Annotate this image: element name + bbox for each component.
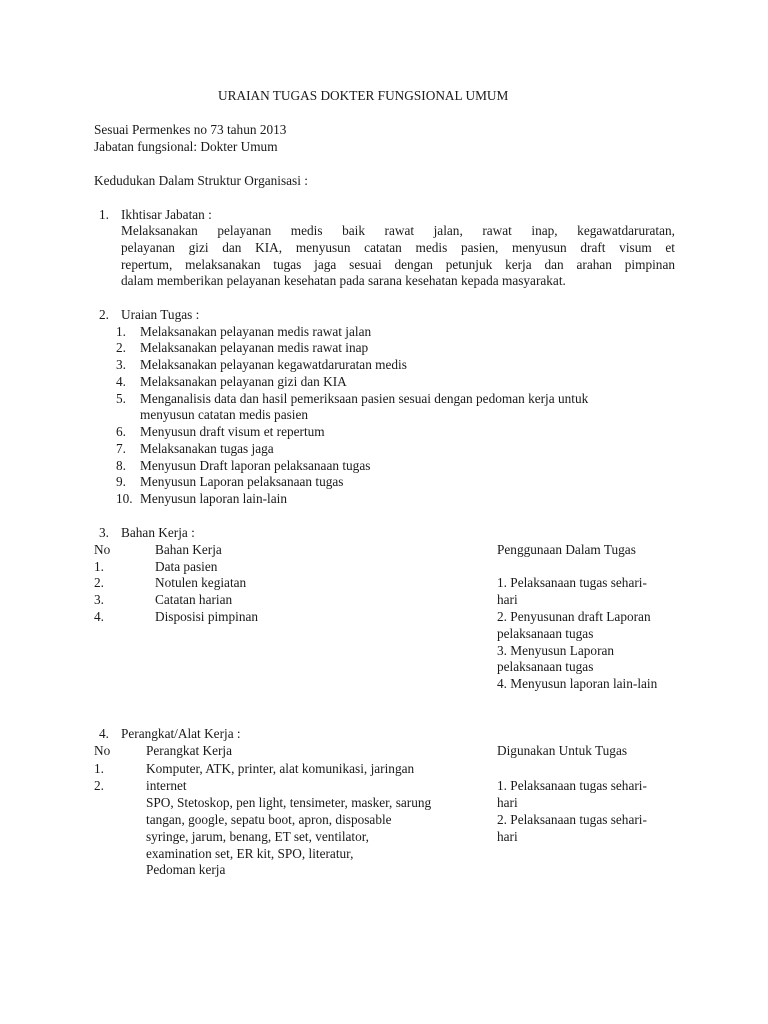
- paragraph-line: pelayanan gizi dan KIA, menyusun catatan medis pasien, menyusun draft visum et: [121, 239, 675, 255]
- paragraph-line: repertum, melaksanakan tugas jaga sesuai dengan petunjuk kerja dan arahan pimpinan: [121, 256, 675, 272]
- column-header-digunakan: Digunakan Untuk Tugas: [497, 743, 628, 758]
- paragraph-line: dalam memberikan pelayanan kesehatan pada sarana kesehatan kepada masyarakat.: [121, 273, 566, 289]
- task-text: Menyusun laporan lain-lain: [140, 491, 287, 506]
- usage-line: pelaksanaan tugas: [497, 659, 594, 674]
- task-text-continuation: menyusun catatan medis pasien: [140, 407, 309, 422]
- task-text: Melaksanakan tugas jaga: [140, 441, 274, 456]
- task-number: 8.: [116, 458, 126, 473]
- usage-line: hari: [497, 829, 518, 844]
- material-name: Data pasien: [155, 559, 218, 574]
- row-number: 2.: [94, 778, 104, 793]
- column-header-perangkat-kerja: Perangkat Kerja: [146, 743, 233, 758]
- row-number: 2.: [94, 575, 104, 590]
- task-number: 2.: [116, 340, 126, 355]
- task-number: 5.: [116, 391, 126, 406]
- equipment-line: Pedoman kerja: [146, 862, 226, 877]
- section-2-heading: Uraian Tugas :: [121, 307, 200, 322]
- task-number: 7.: [116, 441, 126, 456]
- row-number: 1.: [94, 761, 104, 776]
- regulation-line: Sesuai Permenkes no 73 tahun 2013: [94, 122, 287, 137]
- organization-position-line: Kedudukan Dalam Struktur Organisasi :: [94, 173, 308, 188]
- task-number: 6.: [116, 424, 126, 439]
- section-1-number: 1.: [99, 207, 109, 222]
- column-header-bahan-kerja: Bahan Kerja: [155, 542, 222, 557]
- task-text: Menyusun Laporan pelaksanaan tugas: [140, 474, 344, 489]
- equipment-line: examination set, ER kit, SPO, literatur,: [146, 846, 354, 861]
- task-number: 4.: [116, 374, 126, 389]
- row-number: 4.: [94, 609, 104, 624]
- usage-line: 3. Menyusun Laporan: [497, 643, 615, 658]
- section-1-heading: Ikhtisar Jabatan :: [121, 207, 212, 222]
- task-text: Melaksanakan pelayanan medis rawat inap: [140, 340, 369, 355]
- section-2-number: 2.: [99, 307, 109, 322]
- position-line: Jabatan fungsional: Dokter Umum: [94, 139, 278, 154]
- task-number: 3.: [116, 357, 126, 372]
- task-number: 1.: [116, 324, 126, 339]
- row-number: 3.: [94, 592, 104, 607]
- task-number: 9.: [116, 474, 126, 489]
- equipment-line: tangan, google, sepatu boot, apron, disposable: [146, 812, 392, 827]
- section-3-heading: Bahan Kerja :: [121, 525, 195, 540]
- column-header-no: No: [94, 542, 111, 557]
- material-name: Disposisi pimpinan: [155, 609, 259, 624]
- row-number: 1.: [94, 559, 104, 574]
- usage-line: hari: [497, 795, 518, 810]
- column-header-no: No: [94, 743, 111, 758]
- usage-line: hari: [497, 592, 518, 607]
- usage-line: 1. Pelaksanaan tugas sehari-: [497, 778, 647, 793]
- task-text: Menyusun Draft laporan pelaksanaan tugas: [140, 458, 371, 473]
- usage-line: 2. Penyusunan draft Laporan: [497, 609, 651, 624]
- task-text: Menyusun draft visum et repertum: [140, 424, 325, 439]
- material-name: Catatan harian: [155, 592, 233, 607]
- equipment-line: SPO, Stetoskop, pen light, tensimeter, masker, sarung: [146, 795, 432, 810]
- usage-line: 2. Pelaksanaan tugas sehari-: [497, 812, 647, 827]
- document-title: URAIAN TUGAS DOKTER FUNGSIONAL UMUM: [218, 88, 509, 103]
- material-name: Notulen kegiatan: [155, 575, 247, 590]
- section-3-number: 3.: [99, 525, 109, 540]
- section-4-heading: Perangkat/Alat Kerja :: [121, 726, 241, 741]
- task-text: Melaksanakan pelayanan kegawatdaruratan medis: [140, 357, 407, 372]
- task-text: Melaksanakan pelayanan medis rawat jalan: [140, 324, 372, 339]
- task-number: 10.: [116, 491, 133, 506]
- equipment-line: syringe, jarum, benang, ET set, ventilator,: [146, 829, 369, 844]
- paragraph-line: Melaksanakan pelayanan medis baik rawat jalan, rawat inap, kegawatdaruratan,: [121, 223, 675, 238]
- equipment-line: Komputer, ATK, printer, alat komunikasi, jaringan: [146, 761, 415, 776]
- usage-line: pelaksanaan tugas: [497, 626, 594, 641]
- column-header-penggunaan: Penggunaan Dalam Tugas: [497, 542, 636, 557]
- equipment-line: internet: [146, 778, 187, 793]
- section-1-paragraph: [121, 223, 675, 290]
- usage-line: 4. Menyusun laporan lain-lain: [497, 676, 658, 691]
- task-text: Menganalisis data dan hasil pemeriksaan pasien sesuai dengan pedoman kerja untuk: [140, 391, 589, 406]
- task-text: Melaksanakan pelayanan gizi dan KIA: [140, 374, 347, 389]
- section-4-number: 4.: [99, 726, 109, 741]
- usage-line: 1. Pelaksanaan tugas sehari-: [497, 575, 647, 590]
